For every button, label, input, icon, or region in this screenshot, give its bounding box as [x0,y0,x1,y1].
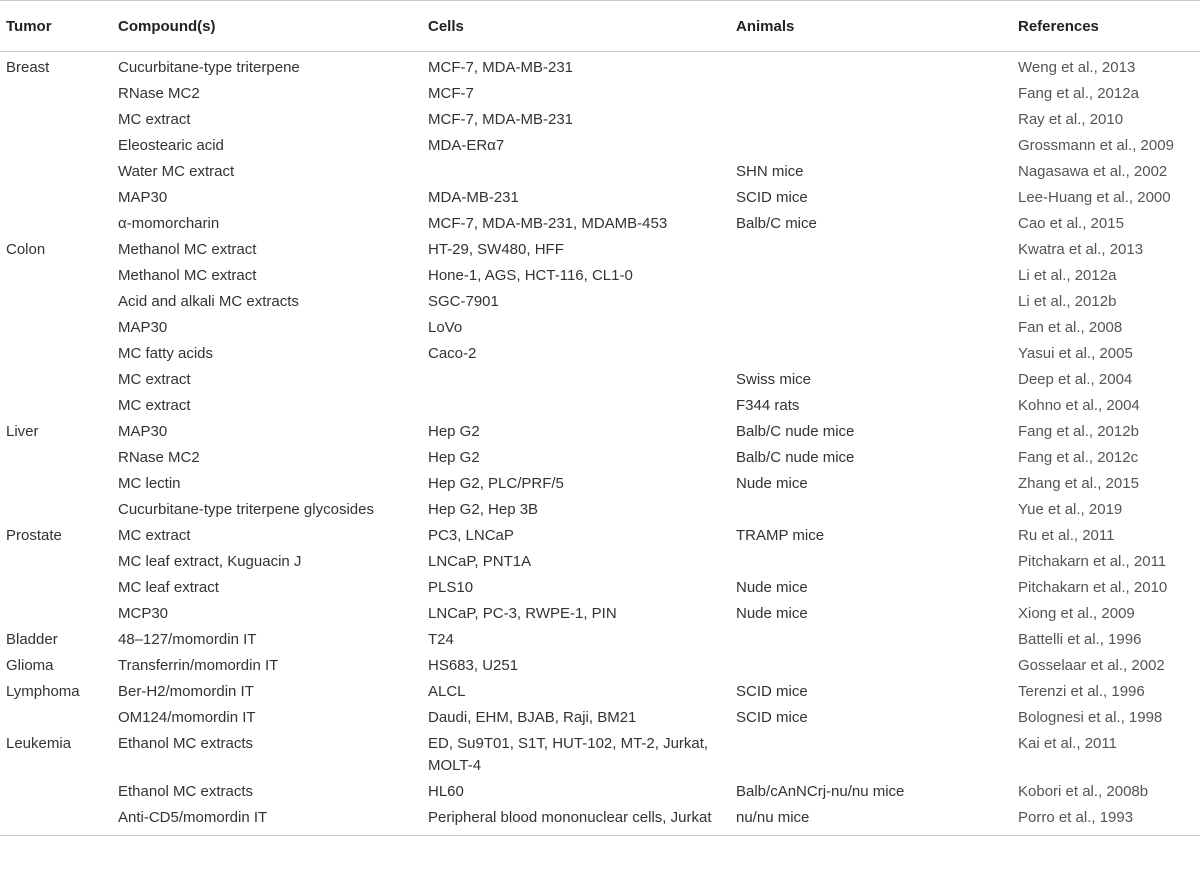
table-row [0,779,1200,805]
cell-tumor: Breast [6,59,50,76]
cell-animals [730,315,1010,341]
cell-animals [730,731,1010,779]
cell-reference: Deep et al., 2004 [1018,371,1133,388]
cell-cells: HS683, U251 [428,657,519,674]
table-row [0,52,1200,82]
cell-compound: OM124/momordin IT [118,709,256,726]
cell-reference: Kai et al., 2011 [1018,735,1117,752]
cell-animals: Swiss mice [736,371,812,388]
cell-reference: Lee-Huang et al., 2000 [1018,189,1171,206]
cell-reference: Battelli et al., 1996 [1018,631,1142,648]
cell-reference: Zhang et al., 2015 [1018,475,1139,492]
table-header [0,1,1200,52]
table-row [0,211,1200,237]
cell-cells [420,159,730,185]
cell-reference: Pitchakarn et al., 2010 [1018,579,1168,596]
cell-cells: Hep G2, PLC/PRF/5 [428,475,564,492]
cell-tumor [0,133,110,159]
cell-animals [730,549,1010,575]
cell-compound: MC extract [118,111,191,128]
cell-cells: LoVo [428,319,463,336]
cell-animals: SCID mice [736,683,808,700]
cell-animals: Nude mice [736,605,808,622]
header-animals: Animals [730,1,1010,52]
table-row [0,263,1200,289]
cell-tumor: Bladder [6,631,58,648]
cell-tumor [0,211,110,237]
table-row [0,159,1200,185]
cell-compound: MC fatty acids [118,345,214,362]
cell-tumor: Liver [6,423,39,440]
cell-compound: Anti-CD5/momordin IT [118,809,268,826]
cell-tumor [0,601,110,627]
cell-tumor [0,107,110,133]
cell-reference: Kwatra et al., 2013 [1018,241,1144,258]
cell-animals [730,653,1010,679]
table-row [0,471,1200,497]
cell-animals: TRAMP mice [736,527,825,544]
cell-compound: 48–127/momordin IT [118,631,257,648]
cell-tumor [0,393,110,419]
cell-animals: SCID mice [736,709,808,726]
cell-cells: MCF-7, MDA-MB-231 [428,111,574,128]
cell-cells: T24 [428,631,454,648]
cell-tumor: Leukemia [6,735,72,752]
cell-cells: Caco-2 [428,345,477,362]
cell-animals [730,263,1010,289]
header-tumor: Tumor [0,1,110,52]
cell-reference: Ru et al., 2011 [1018,527,1115,544]
cell-cells: LNCaP, PNT1A [428,553,532,570]
cell-reference: Fang et al., 2012c [1018,449,1139,466]
cell-animals [730,52,1010,82]
table-row [0,653,1200,679]
table-row [0,731,1200,779]
header-row [0,1,1200,52]
cell-reference: Ray et al., 2010 [1018,111,1124,128]
cell-cells [420,367,730,393]
cell-tumor [0,185,110,211]
cell-tumor [0,805,110,836]
table-row [0,549,1200,575]
table-row [0,445,1200,471]
cell-animals: F344 rats [736,397,800,414]
cell-reference: Kohno et al., 2004 [1018,397,1140,414]
cell-compound: α-momorcharin [118,215,220,232]
cell-compound: MAP30 [118,189,168,206]
cell-tumor: Lymphoma [6,683,80,700]
table-body [0,52,1200,836]
cell-reference: Li et al., 2012a [1018,267,1117,284]
cell-compound: MC extract [118,527,191,544]
cell-compound: Ber-H2/momordin IT [118,683,254,700]
cell-cells: Peripheral blood mononuclear cells, Jurkat [428,809,712,826]
cell-compound: MC extract [118,371,191,388]
cell-tumor: Glioma [6,657,54,674]
header-cells: Cells [420,1,730,52]
cell-compound: Acid and alkali MC extracts [118,293,299,310]
cell-tumor: Prostate [6,527,62,544]
cell-compound: Methanol MC extract [118,267,257,284]
table-row [0,805,1200,836]
cell-compound: MCP30 [118,605,169,622]
cell-reference: Xiong et al., 2009 [1018,605,1135,622]
cell-reference: Fang et al., 2012b [1018,423,1139,440]
cell-cells: HT-29, SW480, HFF [428,241,564,258]
cell-reference: Terenzi et al., 1996 [1018,683,1145,700]
cell-reference: Weng et al., 2013 [1018,59,1136,76]
cell-reference: Yue et al., 2019 [1018,501,1123,518]
cell-tumor [0,81,110,107]
header-references: References [1010,1,1200,52]
cell-animals [730,133,1010,159]
cell-cells: ED, Su9T01, S1T, HUT-102, MT-2, Jurkat, MOLT-4 [428,735,709,774]
cell-reference: Kobori et al., 2008b [1018,783,1149,800]
cell-compound: MC leaf extract, Kuguacin J [118,553,302,570]
cell-compound: RNase MC2 [118,449,200,466]
cell-animals: Balb/C nude mice [736,423,855,440]
cell-tumor [0,159,110,185]
cell-compound: Methanol MC extract [118,241,257,258]
table-row [0,341,1200,367]
cell-cells: LNCaP, PC-3, RWPE-1, PIN [428,605,617,622]
cell-tumor: Colon [6,241,46,258]
cell-compound: Water MC extract [118,163,235,180]
table-row [0,627,1200,653]
cell-reference: Nagasawa et al., 2002 [1018,163,1168,180]
cell-reference: Yasui et al., 2005 [1018,345,1133,362]
cell-tumor [0,341,110,367]
cell-cells: HL60 [428,783,464,800]
cell-cells: SGC-7901 [428,293,499,310]
cell-reference: Pitchakarn et al., 2011 [1018,553,1167,570]
table-row [0,705,1200,731]
cell-animals [730,289,1010,315]
cell-tumor [0,549,110,575]
cell-animals: nu/nu mice [736,809,810,826]
cell-cells: Hep G2 [428,449,480,466]
header-compounds: Compound(s) [110,1,420,52]
table-row [0,419,1200,445]
cell-compound: Ethanol MC extracts [118,735,254,752]
cell-cells: MCF-7 [428,85,474,102]
table-row [0,81,1200,107]
cell-compound: MC extract [118,397,191,414]
cell-reference: Bolognesi et al., 1998 [1018,709,1163,726]
cell-animals [730,81,1010,107]
cell-tumor [0,497,110,523]
cell-reference: Gosselaar et al., 2002 [1018,657,1165,674]
cell-tumor [0,779,110,805]
cell-tumor [0,315,110,341]
table-row [0,497,1200,523]
cell-reference: Li et al., 2012b [1018,293,1117,310]
cell-compound: Cucurbitane-type triterpene glycosides [118,501,374,518]
table-row [0,523,1200,549]
table-row [0,237,1200,263]
table-row [0,601,1200,627]
cell-cells [420,393,730,419]
cell-tumor [0,705,110,731]
cell-cells: MCF-7, MDA-MB-231 [428,59,574,76]
table-row [0,315,1200,341]
cell-animals: Balb/C nude mice [736,449,855,466]
cell-tumor [0,471,110,497]
cell-compound: Transferrin/momordin IT [118,657,279,674]
cell-cells: MDA-ERα7 [428,137,505,154]
table-row [0,367,1200,393]
cell-cells: MCF-7, MDA-MB-231, MDAMB-453 [428,215,668,232]
cell-cells: Hep G2 [428,423,480,440]
cell-cells: PLS10 [428,579,474,596]
cell-compound: Ethanol MC extracts [118,783,254,800]
cell-animals: Balb/cAnNCrj-nu/nu mice [736,783,905,800]
cell-tumor [0,445,110,471]
cell-animals [730,627,1010,653]
cell-animals [730,237,1010,263]
table-row [0,575,1200,601]
cell-compound: Eleostearic acid [118,137,224,154]
cell-cells: MDA-MB-231 [428,189,519,206]
cell-cells: PC3, LNCaP [428,527,514,544]
table-row [0,107,1200,133]
table-row [0,393,1200,419]
cell-animals: Nude mice [736,579,808,596]
table-row [0,289,1200,315]
cell-animals: SCID mice [736,189,808,206]
cell-animals: SHN mice [736,163,804,180]
cell-tumor [0,575,110,601]
cell-animals: Balb/C mice [736,215,817,232]
cell-compound: MAP30 [118,423,168,440]
cell-tumor [0,367,110,393]
cell-cells: ALCL [428,683,466,700]
cell-cells: Hone-1, AGS, HCT-116, CL1-0 [428,267,633,284]
cell-reference: Cao et al., 2015 [1018,215,1124,232]
table-row [0,185,1200,211]
cell-animals [730,497,1010,523]
cell-animals: Nude mice [736,475,808,492]
cell-animals [730,341,1010,367]
cell-compound: Cucurbitane-type triterpene [118,59,300,76]
table-row [0,679,1200,705]
cell-cells: Hep G2, Hep 3B [428,501,539,518]
cell-compound: MC leaf extract [118,579,219,596]
cell-reference: Fan et al., 2008 [1018,319,1123,336]
cell-animals [730,107,1010,133]
cell-compound: MC lectin [118,475,181,492]
cell-tumor [0,263,110,289]
cell-compound: RNase MC2 [118,85,200,102]
cell-tumor [0,289,110,315]
cell-reference: Porro et al., 1993 [1018,809,1134,826]
table-row [0,133,1200,159]
cell-compound: MAP30 [118,319,168,336]
cell-cells: Daudi, EHM, BJAB, Raji, BM21 [428,709,637,726]
cell-reference: Fang et al., 2012a [1018,85,1139,102]
cell-reference: Grossmann et al., 2009 [1018,137,1174,154]
